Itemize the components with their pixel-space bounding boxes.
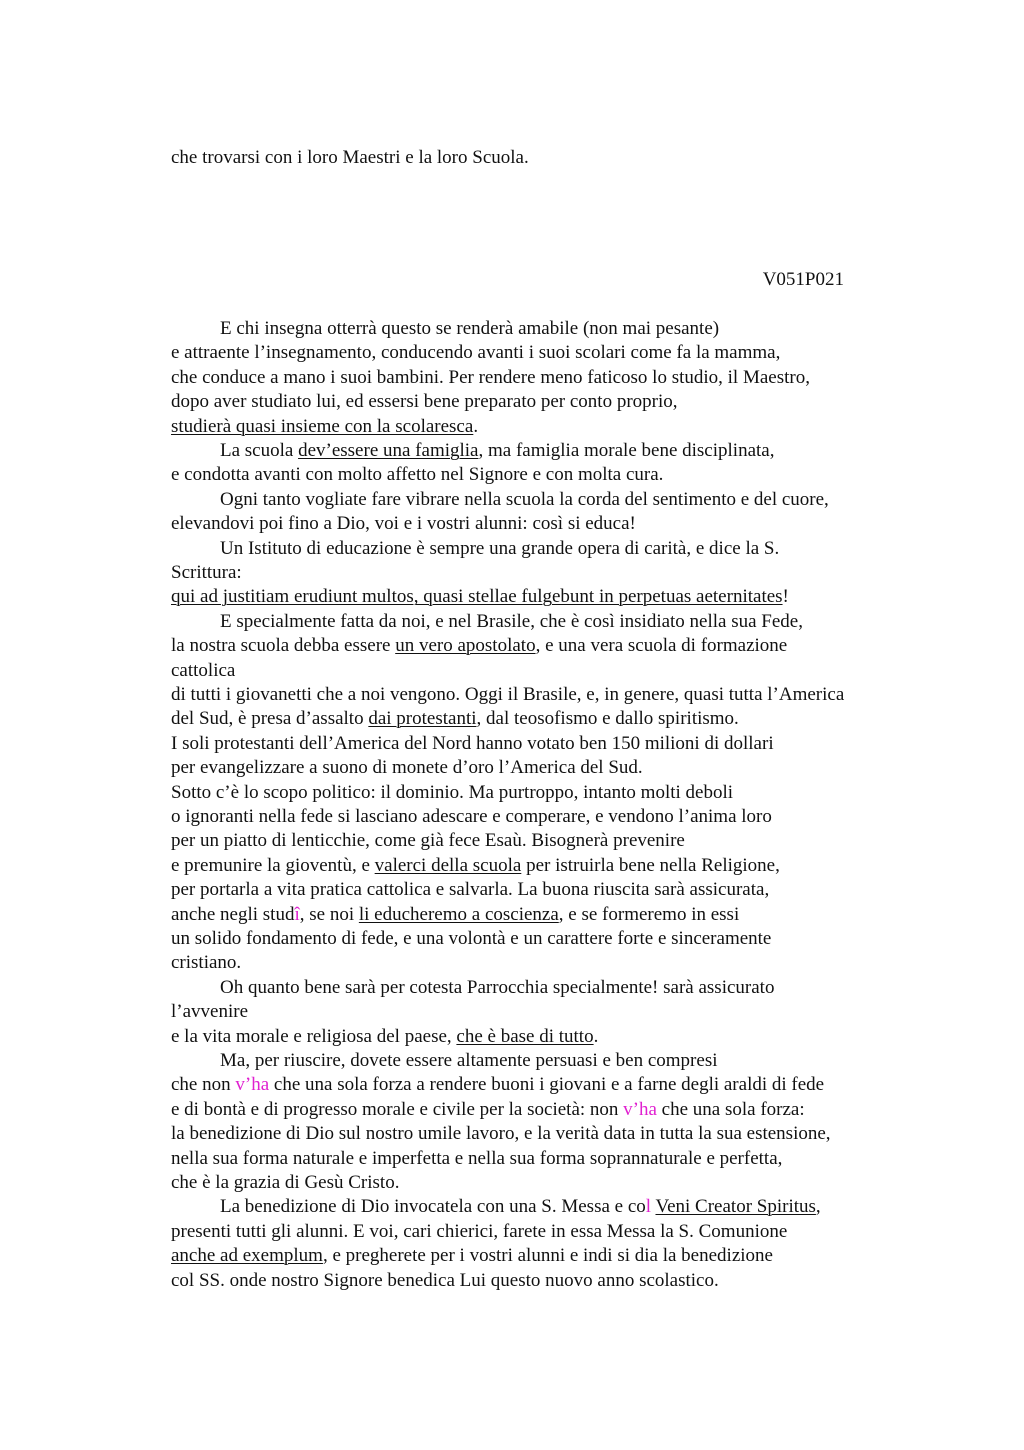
- underlined-phrase: Veni Creator Spiritus: [655, 1196, 816, 1218]
- text-segment: cattolica: [171, 659, 236, 681]
- underlined-phrase: anche ad exemplum: [171, 1245, 323, 1267]
- text-segment: e la vita morale e religiosa del paese,: [171, 1025, 457, 1047]
- text-segment: Ogni tanto vogliate fare vibrare nella scuola la corda del sentimento e del cuore,: [220, 488, 829, 510]
- text-segment: , se noi: [299, 903, 359, 925]
- text-segment: La benedizione di Dio invocatela con una S. Messa e co: [220, 1196, 646, 1218]
- text-line: [171, 1000, 248, 1025]
- underlined-phrase: un vero apostolato: [395, 635, 536, 657]
- text-segment: Scrittura:: [171, 562, 242, 583]
- top-line: che trovarsi con i loro Maestri e la loro Scuola.: [171, 147, 529, 168]
- text-line: [171, 463, 663, 488]
- text-line: [171, 756, 643, 781]
- underlined-phrase: dai protestanti: [368, 708, 477, 730]
- text-segment: che non: [171, 1074, 236, 1096]
- text-line: [220, 488, 829, 513]
- text-segment: Oh quanto bene sarà per cotesta Parrocchia specialmente! sarà assicurato: [220, 976, 775, 998]
- underlined-phrase: li educheremo a coscienza: [358, 903, 559, 925]
- text-segment: !: [782, 586, 789, 608]
- text-segment: l’avvenire: [171, 1001, 249, 1023]
- text-line: [171, 854, 780, 879]
- text-line: [171, 1025, 598, 1050]
- text-segment: per un piatto di lenticchie, come già fece Esaù. Bisognerà prevenire: [171, 830, 685, 852]
- text-line: [220, 1049, 718, 1074]
- highlighted-correction: v’ha: [235, 1074, 270, 1096]
- text-segment: per istruirla bene nella Religione,: [521, 854, 780, 876]
- text-segment: , e se formeremo in essi: [558, 903, 740, 925]
- text-segment: anche negli stud: [171, 903, 295, 925]
- text-segment: che una sola forza a rendere buoni i giovani e a farne degli araldi di fede: [269, 1074, 825, 1096]
- text-segment: I soli protestanti dell’America del Nord hanno votato ben 150 milioni di dollari: [171, 732, 774, 754]
- page-reference: V051P021: [762, 269, 844, 290]
- text-line: [171, 561, 242, 586]
- text-line: [171, 878, 769, 903]
- text-segment: cristiano.: [171, 952, 242, 974]
- text-segment: di tutti i giovanetti che a noi vengono. Oggi il Brasile, e, in genere, quasi tutta l’America: [171, 684, 845, 705]
- text-line: [171, 390, 678, 415]
- text-segment: la benedizione di Dio sul nostro umile lavoro, e la verità data in tutta la sua estensione,: [171, 1123, 831, 1145]
- text-line: [171, 683, 844, 708]
- text-segment: , e una vera scuola di formazione: [535, 635, 788, 657]
- text-line: [171, 707, 739, 732]
- text-segment: ,: [815, 1196, 821, 1218]
- text-segment: per evangelizzare a suono di monete d’oro l’America del Sud.: [171, 757, 643, 779]
- text-segment: e condotta avanti con molto affetto nel Signore e con molta cura.: [171, 464, 664, 486]
- text-line: [171, 1220, 787, 1245]
- text-segment: col SS. onde nostro Signore benedica Lui questo nuovo anno scolastico.: [171, 1269, 719, 1291]
- text-segment: E chi insegna otterrà questo se renderà amabile (non mai pesante): [220, 318, 720, 339]
- text-segment: per portarla a vita pratica cattolica e salvarla. La buona riuscita sarà assicurata,: [171, 879, 770, 901]
- text-line: [171, 781, 733, 806]
- underlined-phrase: qui ad justitiam erudiunt multos, quasi stellae fulgebunt in perpetuas aeternitates: [171, 586, 783, 608]
- text-line: [220, 317, 719, 342]
- text-line: [220, 439, 774, 464]
- underlined-phrase: che è base di tutto: [456, 1025, 594, 1047]
- text-segment: elevandovi poi fino a Dio, voi e i vostri alunni: così si educa!: [171, 513, 636, 535]
- text-segment: , dal teosofismo e dallo spiritismo.: [476, 708, 739, 730]
- text-segment: dopo aver studiato lui, ed essersi bene preparato per conto proprio,: [171, 391, 678, 413]
- text-line: [171, 1147, 782, 1172]
- text-segment: e di bontà e di progresso morale e civile per la società: non: [171, 1098, 624, 1120]
- text-line: [171, 732, 774, 757]
- text-line: [171, 1122, 831, 1147]
- text-segment: Sotto c’è lo scopo politico: il dominio. Ma purtroppo, intanto molti deboli: [171, 781, 734, 803]
- text-segment: , ma famiglia morale bene disciplinata,: [478, 440, 775, 461]
- text-line: [171, 951, 241, 976]
- highlighted-correction: v’ha: [623, 1098, 657, 1120]
- text-line: [171, 341, 780, 366]
- text-line: [171, 927, 771, 952]
- text-line: [171, 1269, 719, 1294]
- text-segment: E specialmente fatta da noi, e nel Brasile, che è così insidiato nella sua Fede,: [220, 610, 803, 632]
- text-line: [220, 1195, 821, 1220]
- text-line: [171, 1244, 773, 1269]
- text-segment: .: [473, 415, 479, 437]
- underlined-phrase: studierà quasi insieme con la scolaresca: [171, 415, 474, 437]
- text-segment: o ignoranti nella fede si lasciano adescare e comperare, e vendono l’anima loro: [171, 806, 772, 827]
- text-line: [220, 537, 779, 562]
- text-segment: e attraente l’insegnamento, conducendo avanti i suoi scolari come fa la mamma,: [171, 342, 781, 364]
- text-line: [171, 512, 636, 537]
- text-line: [171, 1171, 399, 1196]
- text-line: [171, 805, 772, 830]
- text-segment: la nostra scuola debba essere: [171, 635, 396, 657]
- text-line: [171, 829, 685, 854]
- text-line: [171, 634, 787, 659]
- text-segment: che è la grazia di Gesù Cristo.: [171, 1172, 400, 1193]
- text-line: [171, 366, 810, 391]
- text-segment: .: [593, 1025, 599, 1047]
- underlined-phrase: dev’essere una famiglia: [298, 440, 479, 461]
- text-segment: La scuola: [220, 440, 299, 461]
- text-segment: e premunire la gioventù, e: [171, 854, 375, 876]
- text-line: [220, 610, 803, 635]
- text-segment: che conduce a mano i suoi bambini. Per rendere meno faticoso lo studio, il Maestro,: [171, 366, 810, 388]
- text-line: [171, 415, 478, 440]
- text-segment: Un Istituto di educazione è sempre una grande opera di carità, e dice la S.: [220, 537, 780, 559]
- text-segment: che una sola forza:: [656, 1098, 805, 1120]
- text-line: [220, 976, 774, 1001]
- underlined-phrase: valerci della scuola: [374, 854, 522, 876]
- text-line: [171, 1073, 824, 1098]
- text-segment: , e pregherete per i vostri alunni e indi si dia la benedizione: [322, 1245, 773, 1267]
- text-segment: un solido fondamento di fede, e una volontà e un carattere forte e sinceramente: [171, 928, 772, 949]
- text-segment: del Sud, è presa d’assalto: [171, 708, 369, 730]
- text-line: [171, 585, 789, 610]
- highlighted-correction: î: [294, 903, 300, 925]
- text-segment: nella sua forma naturale e imperfetta e nella sua forma soprannaturale e perfetta,: [171, 1147, 783, 1169]
- text-segment: Ma, per riuscire, dovete essere altamente persuasi e ben compresi: [220, 1050, 718, 1071]
- text-line: [171, 659, 235, 684]
- text-line: [171, 1098, 805, 1123]
- highlighted-correction: l: [645, 1196, 652, 1218]
- text-segment: presenti tutti gli alunni. E voi, cari chierici, farete in essa Messa la S. Comunione: [171, 1220, 788, 1242]
- text-line: [171, 903, 739, 928]
